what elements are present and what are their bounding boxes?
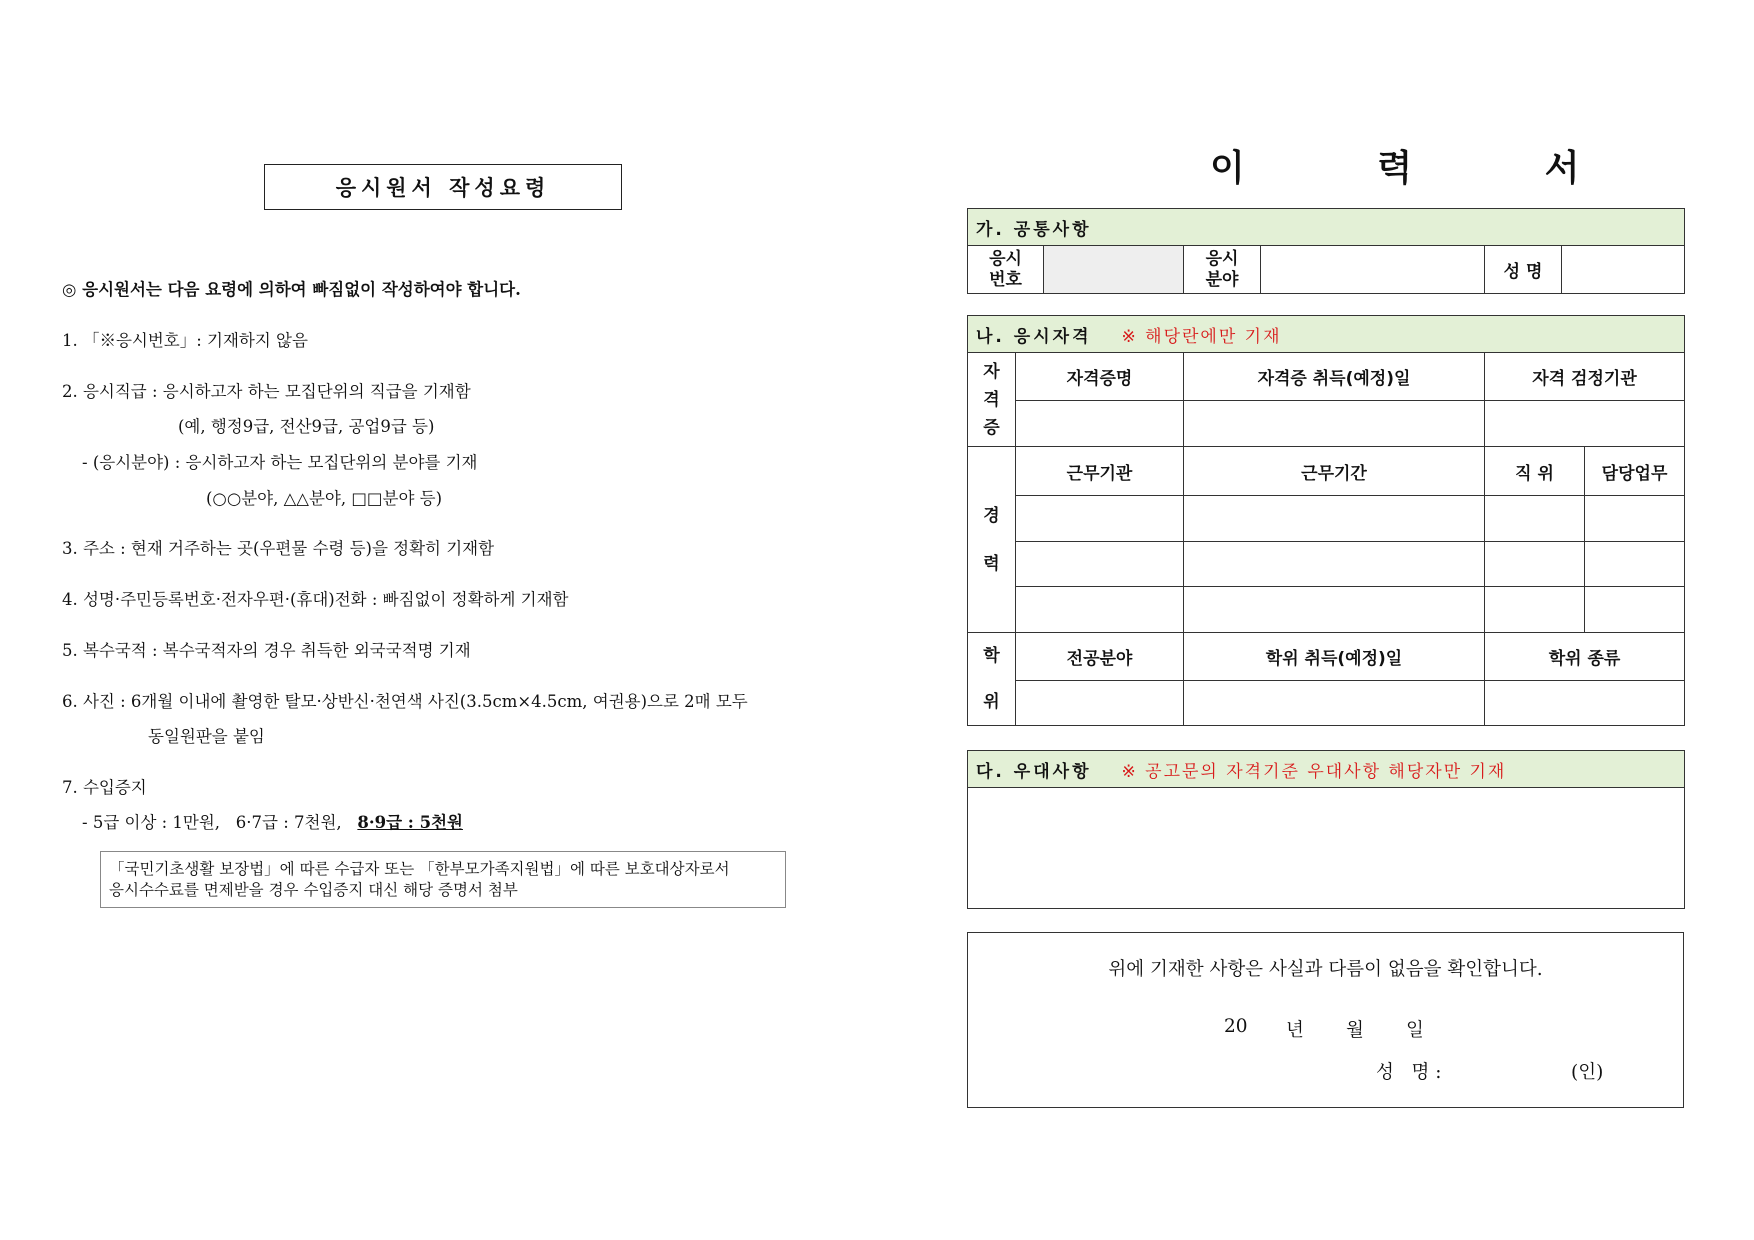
guide-title: 응시원서 작성요령 bbox=[264, 164, 622, 210]
exam-field-label: 응시 분야 bbox=[1184, 246, 1261, 294]
seal-mark: (인) bbox=[1571, 1062, 1604, 1083]
date-day-unit: 일 bbox=[1406, 1020, 1424, 1041]
date-year-unit: 년 bbox=[1286, 1020, 1304, 1041]
career-duty-header: 담당업무 bbox=[1585, 447, 1685, 496]
career-period-input[interactable] bbox=[1184, 542, 1485, 587]
section-preference-note: ※ 공고문의 자격기준 우대사항 해당자만 기재 bbox=[1121, 761, 1507, 782]
guide-intro: ◎ 응시원서는 다음 요령에 의하여 빠짐없이 작성하여야 합니다. bbox=[62, 280, 521, 299]
career-org-input[interactable] bbox=[1016, 542, 1184, 587]
career-duty-input[interactable] bbox=[1585, 542, 1685, 587]
career-org-header: 근무기관 bbox=[1016, 447, 1184, 496]
degree-date-input[interactable] bbox=[1184, 681, 1485, 726]
confirmation-text: 위에 기재한 사항은 사실과 다름이 없음을 확인합니다. bbox=[1108, 959, 1543, 980]
exemption-note-line2: 응시수수료를 면제받을 경우 수입증지 대신 해당 증명서 첨부 bbox=[109, 881, 518, 899]
cert-date-input[interactable] bbox=[1184, 401, 1485, 447]
degree-major-header: 전공분야 bbox=[1016, 633, 1184, 681]
section-qualification-header bbox=[968, 316, 1685, 353]
guide-item-5: 5. 복수국적 : 복수국적자의 경우 취득한 외국국적명 기재 bbox=[62, 641, 471, 660]
section-qualification bbox=[967, 315, 1685, 726]
degree-type-input[interactable] bbox=[1485, 681, 1685, 726]
career-org-input[interactable] bbox=[1016, 587, 1184, 633]
exam-number-label: 응시 번호 bbox=[968, 246, 1044, 294]
career-position-input[interactable] bbox=[1485, 587, 1585, 633]
guide-item-7-fee bbox=[82, 809, 463, 833]
exam-number-field[interactable] bbox=[1044, 246, 1184, 294]
guide-item-3: 3. 주소 : 현재 거주하는 곳(우편물 수령 등)을 정확히 기재함 bbox=[62, 539, 495, 558]
career-org-input[interactable] bbox=[1016, 496, 1184, 542]
guide-item-6: 6. 사진 : 6개월 이내에 촬영한 탈모·상반신·천연색 사진(3.5cm×4.5cm, 여권용)으로 2매 모두 bbox=[62, 692, 748, 711]
section-common bbox=[967, 208, 1685, 294]
cert-name-header: 자격증명 bbox=[1016, 353, 1184, 401]
career-position-input[interactable] bbox=[1485, 496, 1585, 542]
signature-label: 성 명 : bbox=[1376, 1062, 1442, 1083]
career-duty-input[interactable] bbox=[1585, 587, 1685, 633]
section-common-header: 가. 공통사항 bbox=[968, 209, 1685, 246]
guide-item-2-field: - (응시분야) : 응시하고자 하는 모집단위의 분야를 기재 bbox=[82, 453, 478, 472]
section-qualification-note: ※ 해당란에만 기재 bbox=[1121, 326, 1282, 347]
cert-name-input[interactable] bbox=[1016, 401, 1184, 447]
exemption-note bbox=[100, 851, 786, 908]
section-preference-title: 다. 우대사항 bbox=[976, 761, 1092, 782]
exam-field-input[interactable] bbox=[1261, 246, 1485, 294]
section-preference bbox=[967, 750, 1685, 909]
fee-text: - 5급 이상 : 1만원, 6·7급 : 7천원, bbox=[82, 813, 358, 832]
career-period-header: 근무기간 bbox=[1184, 447, 1485, 496]
section-qualification-title: 나. 응시자격 bbox=[976, 326, 1092, 347]
degree-major-input[interactable] bbox=[1016, 681, 1184, 726]
date-month-unit: 월 bbox=[1346, 1020, 1364, 1041]
degree-type-header: 학위 종류 bbox=[1485, 633, 1685, 681]
career-label: 경 력 bbox=[968, 447, 1016, 633]
guide-item-1: 1. 「※응시번호」: 기재하지 않음 bbox=[62, 331, 308, 350]
section-preference-header bbox=[968, 751, 1685, 788]
cert-date-header: 자격증 취득(예정)일 bbox=[1184, 353, 1485, 401]
career-duty-input[interactable] bbox=[1585, 496, 1685, 542]
career-position-header: 직 위 bbox=[1485, 447, 1585, 496]
career-period-input[interactable] bbox=[1184, 496, 1485, 542]
resume-title: 이 력 서 bbox=[1210, 148, 1640, 189]
degree-date-header: 학위 취득(예정)일 bbox=[1184, 633, 1485, 681]
date-year: 20 bbox=[1224, 1016, 1248, 1037]
cert-issuer-header: 자격 검정기관 bbox=[1485, 353, 1685, 401]
career-period-input[interactable] bbox=[1184, 587, 1485, 633]
preference-input[interactable] bbox=[968, 788, 1685, 909]
guide-item-2-field-example: (○○분야, △△분야, □□분야 등) bbox=[206, 489, 443, 508]
guide-item-2-example: (예, 행정9급, 전산9급, 공업9급 등) bbox=[178, 417, 435, 436]
guide-item-2: 2. 응시직급 : 응시하고자 하는 모집단위의 직급을 기재함 bbox=[62, 382, 471, 401]
confirmation-box bbox=[967, 932, 1684, 1108]
certificate-label: 자 격 증 bbox=[968, 353, 1016, 447]
name-label: 성 명 bbox=[1485, 246, 1562, 294]
career-position-input[interactable] bbox=[1485, 542, 1585, 587]
guide-item-7: 7. 수입증지 bbox=[62, 778, 147, 797]
fee-bold: 8·9급 : 5천원 bbox=[357, 813, 463, 832]
degree-label: 학 위 bbox=[968, 633, 1016, 726]
name-input[interactable] bbox=[1562, 246, 1685, 294]
exemption-note-line1: 「국민기초생활 보장법」에 따른 수급자 또는 「한부모가족지원법」에 따른 보호대상자로서 bbox=[109, 860, 730, 878]
cert-issuer-input[interactable] bbox=[1485, 401, 1685, 447]
guide-item-4: 4. 성명·주민등록번호·전자우편·(휴대)전화 : 빠짐없이 정확하게 기재함 bbox=[62, 590, 569, 609]
guide-item-6-cont: 동일원판을 붙임 bbox=[148, 727, 265, 746]
